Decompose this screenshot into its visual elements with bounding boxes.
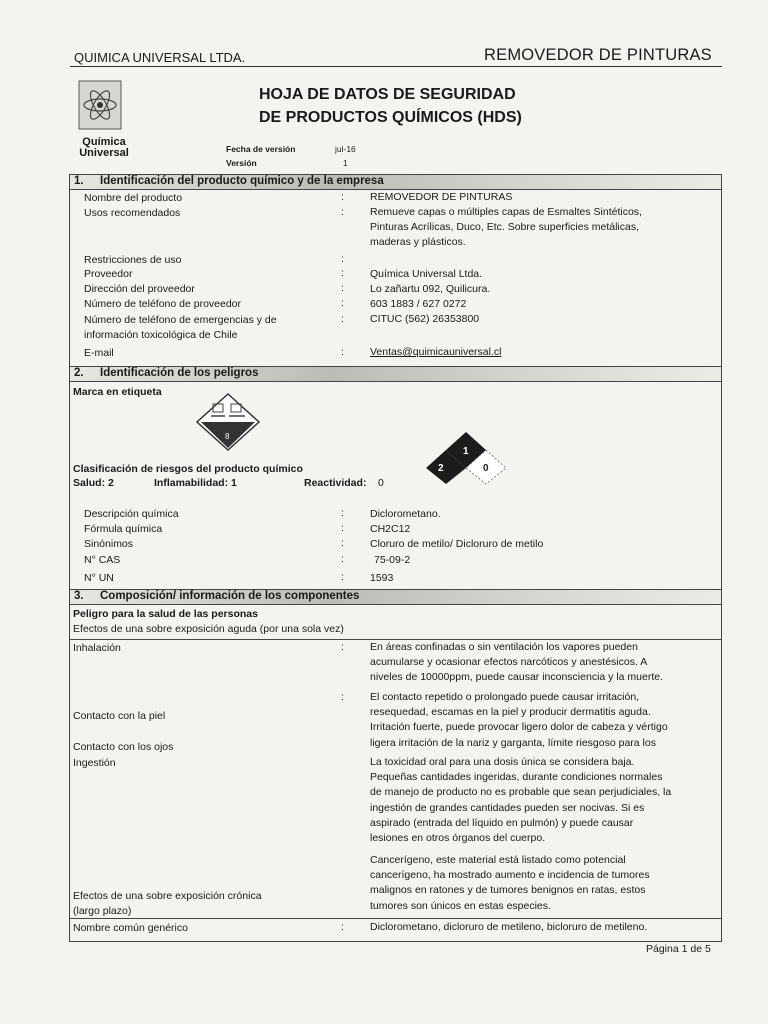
s3-value-nombre-comun: Diclorometano, dicloruro de metileno, bicloruro de metileno.: [370, 921, 648, 933]
s1-value-nombre: REMOVEDOR DE PINTURAS: [370, 191, 513, 203]
s3-label-cronica: [73, 889, 262, 919]
corrosive-pictogram: [193, 392, 263, 457]
s3-ingestion-line: lesiones en otros órganos del cuerpo.: [370, 832, 546, 845]
s2-value-cas: 75-09-2: [374, 554, 411, 566]
s3-value-ingestion: [370, 755, 671, 846]
s3-ingestion-line: ingestión de grandes cantidades pueden ser nocivas. Si es: [370, 801, 645, 814]
section2-title: Identificación de los peligros: [100, 367, 259, 379]
section1-title: Identificación del producto químico y de la empresa: [100, 175, 384, 187]
reactividad-label: Reactividad:: [304, 477, 367, 489]
version-date-value: jul-16: [335, 144, 356, 154]
s2-label-cas: N° CAS: [84, 554, 121, 566]
s3-inhalacion-line: En áreas confinadas o sin ventilación los vapores pueden: [370, 641, 638, 653]
s1-usos-line: maderas y plásticos.: [370, 236, 466, 249]
section2-number: 2.: [74, 367, 84, 379]
s3-label-piel: Contacto con la piel: [73, 710, 166, 722]
s2-value-sinonimos: Cloruro de metilo/ Dicloruro de metilo: [370, 538, 544, 550]
salud-value: Salud: 2: [73, 477, 114, 489]
s1-label-restricciones: Restricciones de uso: [84, 254, 182, 266]
s3-cronica-line: malignos en ratones y de tumores benignos en ratas, estos: [370, 884, 646, 897]
logo-text: [76, 137, 132, 159]
peligro-salud-title: Peligro para la salud de las personas: [73, 608, 258, 620]
s1-emergencias-line: información toxicológica de Chile: [84, 329, 238, 341]
s3-label-ingestion: Ingestión: [73, 757, 116, 769]
doc-title-line2: DE PRODUCTOS QUÍMICOS (HDS): [259, 109, 522, 126]
doc-title-line1: HOJA DE DATOS DE SEGURIDAD: [259, 86, 516, 103]
s3-piel-line: El contacto repetido o prolongado puede causar irritación,: [370, 691, 640, 703]
version-label: Versión: [226, 158, 257, 168]
s3-piel-line: ligera irritación de la nariz y garganta, límite riesgoso para los: [370, 736, 656, 749]
logo-line1: Química: [82, 136, 126, 148]
header-divider: [70, 66, 722, 67]
s1-usos-line: Pinturas Acrílicas, Duco, Etc. Sobre superficies metálicas,: [370, 221, 640, 234]
s2-label-sinonimos: Sinónimos: [84, 538, 134, 550]
s3-value-piel: [370, 690, 668, 751]
s1-value-telefono: 603 1883 / 627 0272: [370, 298, 467, 310]
section-divider: [70, 918, 721, 919]
s3-cronica-label-line: Efectos de una sobre exposición crónica: [73, 890, 262, 902]
s1-label-email: E-mail: [84, 347, 114, 359]
s3-label-inhalacion: Inhalación: [73, 642, 121, 654]
s1-label-emergencias: [84, 313, 277, 343]
s2-value-un: 1593: [370, 572, 394, 584]
s2-label-descripcion: Descripción química: [84, 508, 179, 520]
page-number: Página 1 de 5: [646, 943, 711, 955]
nfpa-flammability: 1: [463, 446, 469, 457]
nfpa-health: 2: [438, 463, 444, 474]
s2-label-formula: Fórmula química: [84, 523, 163, 535]
s3-inhalacion-line: acumularse y ocasionar efectos narcóticos y anestésicos. A: [370, 656, 648, 669]
nfpa-reactivity: 0: [483, 463, 489, 474]
inflamabilidad-value: Inflamabilidad: 1: [154, 477, 237, 489]
pictogram-number: 8: [225, 432, 230, 441]
s1-value-proveedor: Química Universal Ltda.: [370, 268, 483, 280]
s3-label-ojos: Contacto con los ojos: [73, 741, 174, 753]
version-date-label: Fecha de versión: [226, 144, 296, 154]
s1-label-direccion: Dirección del proveedor: [84, 283, 195, 295]
s3-cronica-line: tumores son únicos en estas especies.: [370, 899, 551, 912]
s3-inhalacion-line: niveles de 10000ppm, puede causar inconsciencia y la muerte.: [370, 671, 664, 684]
section3-number: 3.: [74, 590, 84, 602]
s3-cronica-label-line: (largo plazo): [73, 905, 132, 917]
s3-ingestion-line: aspirado (entrada del líquido en pulmón) y puede causar: [370, 816, 634, 829]
s3-piel-line: Irritación fuerte, puede provocar ligero dolor de cabeza y vértigo: [370, 721, 668, 734]
efectos-aguda-title: Efectos de una sobre exposición aguda (por una sola vez): [73, 623, 344, 635]
section1-number: 1.: [74, 175, 84, 187]
reactividad-value: 0: [378, 477, 384, 489]
label-marca-etiqueta: Marca en etiqueta: [73, 386, 162, 398]
s1-label-telefono: Número de teléfono de proveedor: [84, 298, 242, 310]
s3-value-inhalacion: [370, 640, 663, 686]
s2-label-un: N° UN: [84, 572, 114, 584]
nfpa-diamond: [420, 430, 510, 491]
s1-value-emergencias: CITUC (562) 26353800: [370, 313, 480, 325]
section3-heading: [70, 590, 721, 605]
s3-label-nombre-comun: Nombre común genérico: [73, 922, 188, 934]
logo-line2: Universal: [79, 147, 129, 159]
s1-value-direccion: Lo zañartu 092, Quilicura.: [370, 283, 491, 295]
s2-value-formula: CH2C12: [370, 523, 411, 535]
s3-ingestion-line: de manejo de producto no es probable que sean perjudiciales, la: [370, 786, 672, 799]
s3-ingestion-line: La toxicidad oral para una dosis única se considera baja.: [370, 756, 635, 768]
s1-label-proveedor: Proveedor: [84, 268, 133, 280]
s2-value-descripcion: Diclorometano.: [370, 508, 441, 520]
s1-emergencias-line: Número de teléfono de emergencias y de: [84, 314, 277, 326]
classification-title: Clasificación de riesgos del producto químico: [73, 463, 303, 475]
s1-value-email[interactable]: Ventas@quimicauniversal.cl: [370, 346, 502, 358]
section1-heading: [70, 175, 721, 190]
section3-title: Composición/ información de los componentes: [100, 590, 360, 602]
s1-label-nombre: Nombre del producto: [84, 192, 183, 204]
version-value: 1: [343, 158, 348, 168]
section2-heading: [70, 367, 721, 382]
s3-cronica-line: cancerígeno, ha mostrado aumento e incidencia de tumores: [370, 869, 650, 882]
s1-label-usos: Usos recomendados: [84, 207, 181, 219]
company-name: QUIMICA UNIVERSAL LTDA.: [74, 50, 246, 65]
s3-piel-line: resequedad, escamas en la piel y producir dermatitis aguda.: [370, 706, 651, 719]
s3-ingestion-line: Pequeñas cantidades ingeridas, durante condiciones normales: [370, 771, 663, 784]
company-logo: [78, 80, 122, 130]
s1-usos-line: Remueve capas o múltiples capas de Esmaltes Sintéticos,: [370, 206, 642, 218]
s3-cronica-line: Cancerígeno, este material está listado como potencial: [370, 854, 626, 866]
product-name: REMOVEDOR DE PINTURAS: [484, 46, 712, 64]
s1-value-usos: [370, 205, 642, 251]
s3-value-cronica: [370, 853, 650, 914]
